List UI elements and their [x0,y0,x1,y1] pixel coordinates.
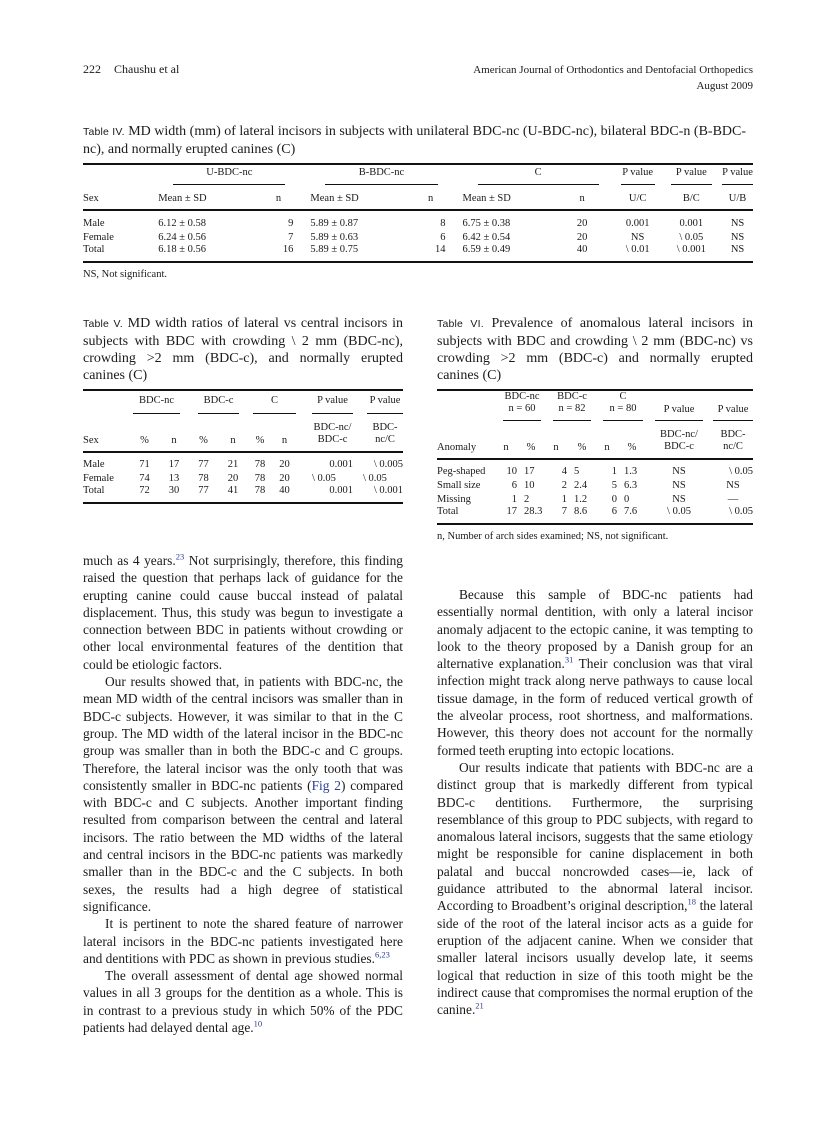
cell-p1: NS [672,493,686,505]
table-iv-group-u: U-BDC-nc [173,167,285,185]
table-v-col-C-n: n [281,435,288,446]
cell-C-n: 5 [611,479,617,491]
cell-p2: \ 0.05 [729,465,753,477]
cell-p-ub: NS [730,244,745,255]
cell-p-ub: NS [730,217,745,229]
table-iv-col-c-n: n [579,193,585,204]
table-vi-col-C-pct: % [627,442,637,453]
cell-nc-pct: 72 [139,485,150,496]
table-v-col-c-n: n [230,435,236,446]
cell-nc-n: 10 [506,465,517,477]
table-iv-col-b-mean: Mean ± SD [310,193,359,204]
cell-anomaly: Peg-shaped [437,465,486,477]
cell-c-n: 20 [227,472,239,484]
cell-C-n: 40 [279,485,290,496]
table-vi-label: Table VI. [437,318,484,330]
cell-c-n: 20 [576,231,588,243]
table-v-col-nc-n: n [171,435,177,446]
page-number: 222 [83,62,101,76]
cell-u-mean: 6.24 ± 0.56 [158,231,207,243]
cell-c-mean: 6.75 ± 0.38 [462,217,511,229]
cell-c-mean: 6.42 ± 0.54 [462,231,511,243]
table-iv-group-p2: P value [671,167,713,185]
cell-C-n: 0 [611,493,617,505]
text-span: The overall assessment of dental age showed normal values in all 3 groups for the dentition as a whole. This is in contrast to a previous study in which 50% of the PDC patients had delayed dental age. [83,968,403,1036]
cell-nc-pct: 74 [139,472,150,484]
table-v-label: Table V. [83,318,123,330]
cell-nc-n: 17 [168,458,180,470]
table-vi-group-c-label: C [619,391,627,402]
cell-p-bc: \ 0.001 [676,244,706,255]
figure-link[interactable]: Fig 2 [311,777,341,793]
cell-nc-n: 13 [168,472,180,484]
cell-b-mean: 5.89 ± 0.75 [310,244,359,255]
table-iv-group-c: C [478,167,599,185]
table-v [83,315,403,504]
table-vi-col-p2: BDC- nc/C [720,429,746,452]
text-span: Our results indicate that patients with BDC-nc are a distinct group that is markedly different from typical BDC-c dentitions. Furthermore, the surprising resemblance of this group to PDC subjects, with regard to anomalous lateral incisors, suggests that the same etiology might be responsible for canine displacement in both palatal and buccal noncrowded cases—ie, lack of guidance attributed to the abnormal lateral incisor. According to Broadbent’s original description, [437,759,753,914]
table-iv-col-bc: B/C [682,193,700,204]
journal-name: American Journal of Orthodontics and Dentofacial Orthopedics [473,64,753,76]
table-row [83,216,753,230]
body-column-left [83,552,403,1036]
citation-link[interactable]: 23 [175,551,185,562]
cell-c-n: 4 [561,465,567,477]
cell-c-n: 21 [227,458,239,470]
cell-nc-n: 6 [511,479,517,491]
table-v-col-p2: BDC- nc/C [372,422,398,445]
cell-p2: — [727,493,739,505]
citation-link[interactable]: 21 [475,1000,484,1011]
table-row [437,478,753,492]
table-vi-col-p1: BDC-nc/ BDC-c [660,429,698,452]
cell-sex: Female [83,231,114,243]
paragraph [437,586,753,759]
table-iv-footnote: NS, Not significant. [83,269,167,280]
cell-sex: Total [83,244,105,255]
table-vi-title: Prevalence of anomalous lateral incisors in subjects with BDC and crowding \ 2 mm (BDC-nc) vs crowding >2 mm (BDC-c) and normally erupted canines (C) [437,316,753,383]
paragraph [437,759,753,1018]
cell-sex: Total [83,485,105,496]
table-iv-col-uc: U/C [628,193,647,204]
cell-c-n: 20 [576,217,588,229]
table-iv-label: Table IV. [83,126,125,138]
cell-C-n: 20 [279,458,290,470]
table-iv-group-p3: P value [722,167,753,185]
paragraph [83,915,403,967]
table-v-group-bdcnc: BDC-nc [133,395,180,414]
cell-b-mean: 5.89 ± 0.87 [310,217,359,229]
table-iv [83,123,753,280]
table-vi-col-nc-pct: % [526,442,536,453]
table-row [437,506,753,524]
cell-c-pct: 77 [198,458,209,470]
table-vi-group-bdcc [553,391,591,421]
cell-p2: \ 0.001 [373,485,403,496]
cell-C-pct: 0 [624,493,630,505]
cell-nc-pct: 2 [524,493,530,505]
table-v-caption [83,315,403,384]
table-vi-group-bdcc-n: n = 82 [558,403,586,414]
text-span: Our results showed that, in patients with BDC-nc, the mean MD width of the central incisors was smaller than in BDC-c subjects. However, it was similar to that in the C group. The MD width of the lateral incisor in the BDC-nc group was smaller than in both the BDC-c and C groups. Therefore, the lateral incisor was the only tooth that was consistently smaller in BDC-nc patients ( [83,674,403,793]
cell-p2: \ 0.05 [363,472,387,484]
table-iv-title: MD width (mm) of lateral incisors in subjects with unilateral BDC-nc (U-BDC-nc), bilateral BDC-n (B-BDC-nc), and normally erupted canines (C) [83,124,747,157]
cell-p1: \ 0.05 [667,506,691,517]
table-row [83,230,753,244]
table-iv-col-u-n: n [275,193,282,204]
paragraph [83,967,403,1036]
table-iv-col-c-mean: Mean ± SD [462,193,511,204]
table-vi [437,315,753,542]
body-column-right [437,586,753,1018]
cell-u-mean: 6.18 ± 0.56 [158,244,207,255]
cell-c-pct: 1.2 [574,493,588,505]
cell-c-pct: 8.6 [574,506,588,517]
table-iv-col-ub: U/B [728,193,747,204]
cell-nc-pct: 28.3 [524,506,543,517]
issue-date: August 2009 [696,80,753,92]
cell-C-pct: 7.6 [624,506,638,517]
cell-b-mean: 5.89 ± 0.63 [310,231,359,243]
cell-u-n: 7 [288,231,294,243]
table-vi-col-anomaly: Anomaly [437,442,477,453]
citation-link[interactable]: 6,23 [375,949,390,960]
cell-p-bc: \ 0.05 [679,231,704,243]
cell-sex: Male [83,458,105,470]
table-vi-grid [437,389,753,525]
cell-p2: \ 0.05 [729,506,753,517]
table-row [83,244,753,262]
cell-nc-n: 30 [168,485,180,496]
table-vi-group-c-n: n = 80 [609,403,637,414]
text-span: much as 4 years. [83,553,176,568]
table-v-col-C-pct: % [255,435,265,446]
table-vi-group-bdcnc-label: BDC-nc [504,391,540,402]
cell-p-uc: NS [630,231,645,243]
table-vi-col-C-n: n [604,442,610,453]
table-iv-caption [83,123,753,158]
cell-C-pct: 1.3 [624,465,638,477]
table-iv-col-b-n: n [427,193,434,204]
table-vi-col-c-pct: % [577,442,587,453]
cell-p-bc: 0.001 [679,217,704,229]
table-vi-group-p2: P value [713,404,753,421]
cell-nc-n: 17 [506,506,517,517]
citation-link[interactable]: 18 [687,896,696,907]
cell-p1: 0.001 [329,458,353,470]
table-v-col-p1: BDC-nc/ BDC-c [313,422,352,445]
table-v-col-c-pct: % [199,435,208,446]
cell-p2: \ 0.005 [373,458,403,470]
cell-u-n: 16 [282,244,294,255]
table-vi-group-bdcnc [503,391,541,421]
cell-C-pct: 6.3 [624,479,638,491]
table-vi-col-c-n: n [553,442,559,453]
text-span: It is pertinent to note the shared feature of narrower lateral incisors in the BDC-nc patients investigated here and dentitions with PDC as shown in previous studies. [83,916,403,966]
table-row [437,464,753,478]
cell-p1: 0.001 [329,485,353,496]
text-span: the lateral side of the root of the lateral incisor acts as a guide for eruption of the adjacent canine. When we consider that smaller lateral incisors usually develop late, it seems logical that reduction in size of this tooth might be the indirect cause that compromises the normal eruption of the canine. [437,898,753,1018]
cell-sex: Female [83,472,114,484]
cell-nc-pct: 71 [139,458,150,470]
cell-C-pct: 78 [254,458,266,470]
cell-C-n: 6 [611,506,617,517]
table-v-group-p1: P value [312,395,353,414]
cell-b-n: 8 [440,217,446,229]
text-span: Not surprisingly, therefore, this finding raised the question that perhaps lack of guidance for the erupting canine could cause buccal instead of palatal displacement. Thus, this study was begun to investigate a connection between BDC in patients without crowding or other local environmental features of the dentition that could be etiologic factors. [83,553,403,672]
table-vi-group-bdcnc-n: n = 60 [508,403,536,414]
table-iv-col-u-mean: Mean ± SD [158,193,207,204]
cell-c-pct: 2.4 [574,479,588,491]
paragraph [83,673,403,915]
cell-b-n: 6 [440,231,446,243]
cell-c-pct: 78 [198,472,209,484]
cell-c-n: 40 [576,244,588,255]
cell-c-pct: 77 [198,485,209,496]
cell-c-n: 2 [561,479,567,491]
table-row [83,457,403,471]
table-v-grid [83,389,403,504]
running-header-left [83,62,179,77]
cell-nc-n: 1 [511,493,517,505]
cell-c-n: 41 [227,485,239,496]
table-vi-group-c [603,391,643,421]
cell-c-n: 1 [561,493,567,505]
cell-C-n: 1 [611,465,617,477]
cell-sex: Male [83,217,105,229]
cell-b-n: 14 [435,244,446,255]
cell-c-mean: 6.59 ± 0.49 [462,244,511,255]
cell-anomaly: Total [437,506,459,517]
author-names: Chaushu et al [114,62,180,76]
table-v-group-bdcc: BDC-c [198,395,239,414]
table-row [83,471,403,485]
cell-p1: NS [672,465,686,477]
text-span: Their conclusion was that viral infection might track along nerve pathways to cause local tissue damage, in the form of reduced vertical growth of the alveolar process, root shortness, and malformations. However, this theory does not account for the normally formed teeth erupting into ectopic locations. [437,656,754,758]
cell-anomaly: Missing [437,493,471,505]
cell-p1: \ 0.05 [312,472,336,484]
cell-u-n: 9 [288,217,294,229]
text-span: Because this sample of BDC-nc patients had essentially normal dentition, with only a lateral incisor anomaly adjacent to the ectopic canine, it was tempting to look to the theory proposed by a Danish group for an alternative explanation. [437,587,753,672]
table-v-col-nc-pct: % [140,435,149,446]
paragraph [83,552,403,673]
cell-c-n: 7 [561,506,567,517]
table-row [83,485,403,503]
running-header-right [473,62,753,94]
cell-C-pct: 78 [254,485,266,496]
table-v-group-p2: P value [367,395,403,414]
text-span: ) compared with BDC-c and C subjects. Another important finding resulted from comparison between the central and lateral incisors. The ratio between the MD widths of the lateral and central incisors in the BDC-nc patients was markedly smaller than in the BDC-c and the C subjects. In both sexes, the results had a high degree of statistical significance. [83,777,404,914]
table-vi-caption [437,315,753,384]
cell-C-n: 20 [279,472,290,484]
table-vi-footnote: n, Number of arch sides examined; NS, not significant. [437,531,669,542]
cell-nc-pct: 17 [524,465,535,477]
cell-C-pct: 78 [254,472,266,484]
table-iv-col-sex: Sex [83,193,99,204]
table-iv-grid [83,163,753,263]
cell-c-pct: 5 [574,465,580,477]
table-iv-group-b: B-BDC-nc [325,167,437,185]
table-v-col-sex: Sex [83,435,99,446]
table-v-group-c: C [253,395,296,414]
cell-nc-pct: 10 [524,479,535,491]
citation-link[interactable]: 10 [253,1018,263,1029]
table-vi-group-p1: P value [655,404,703,421]
cell-u-mean: 6.12 ± 0.58 [158,217,207,229]
citation-link[interactable]: 31 [564,654,574,665]
cell-anomaly: Small size [437,479,481,491]
table-v-title: MD width ratios of lateral vs central incisors in subjects with BDC with crowding \ 2 mm (BDC-nc), crowding >2 mm (BDC-c), and normally erupted canines (C) [83,316,403,383]
table-iv-group-p1: P value [621,167,655,185]
table-vi-col-nc-n: n [503,442,509,453]
cell-p-uc: 0.001 [625,217,650,229]
table-vi-group-bdcc-label: BDC-c [557,391,587,402]
cell-p1: NS [672,479,686,491]
table-row [437,492,753,506]
cell-p-ub: NS [730,231,745,243]
cell-p2: NS [726,479,740,491]
cell-p-uc: \ 0.01 [625,244,650,255]
